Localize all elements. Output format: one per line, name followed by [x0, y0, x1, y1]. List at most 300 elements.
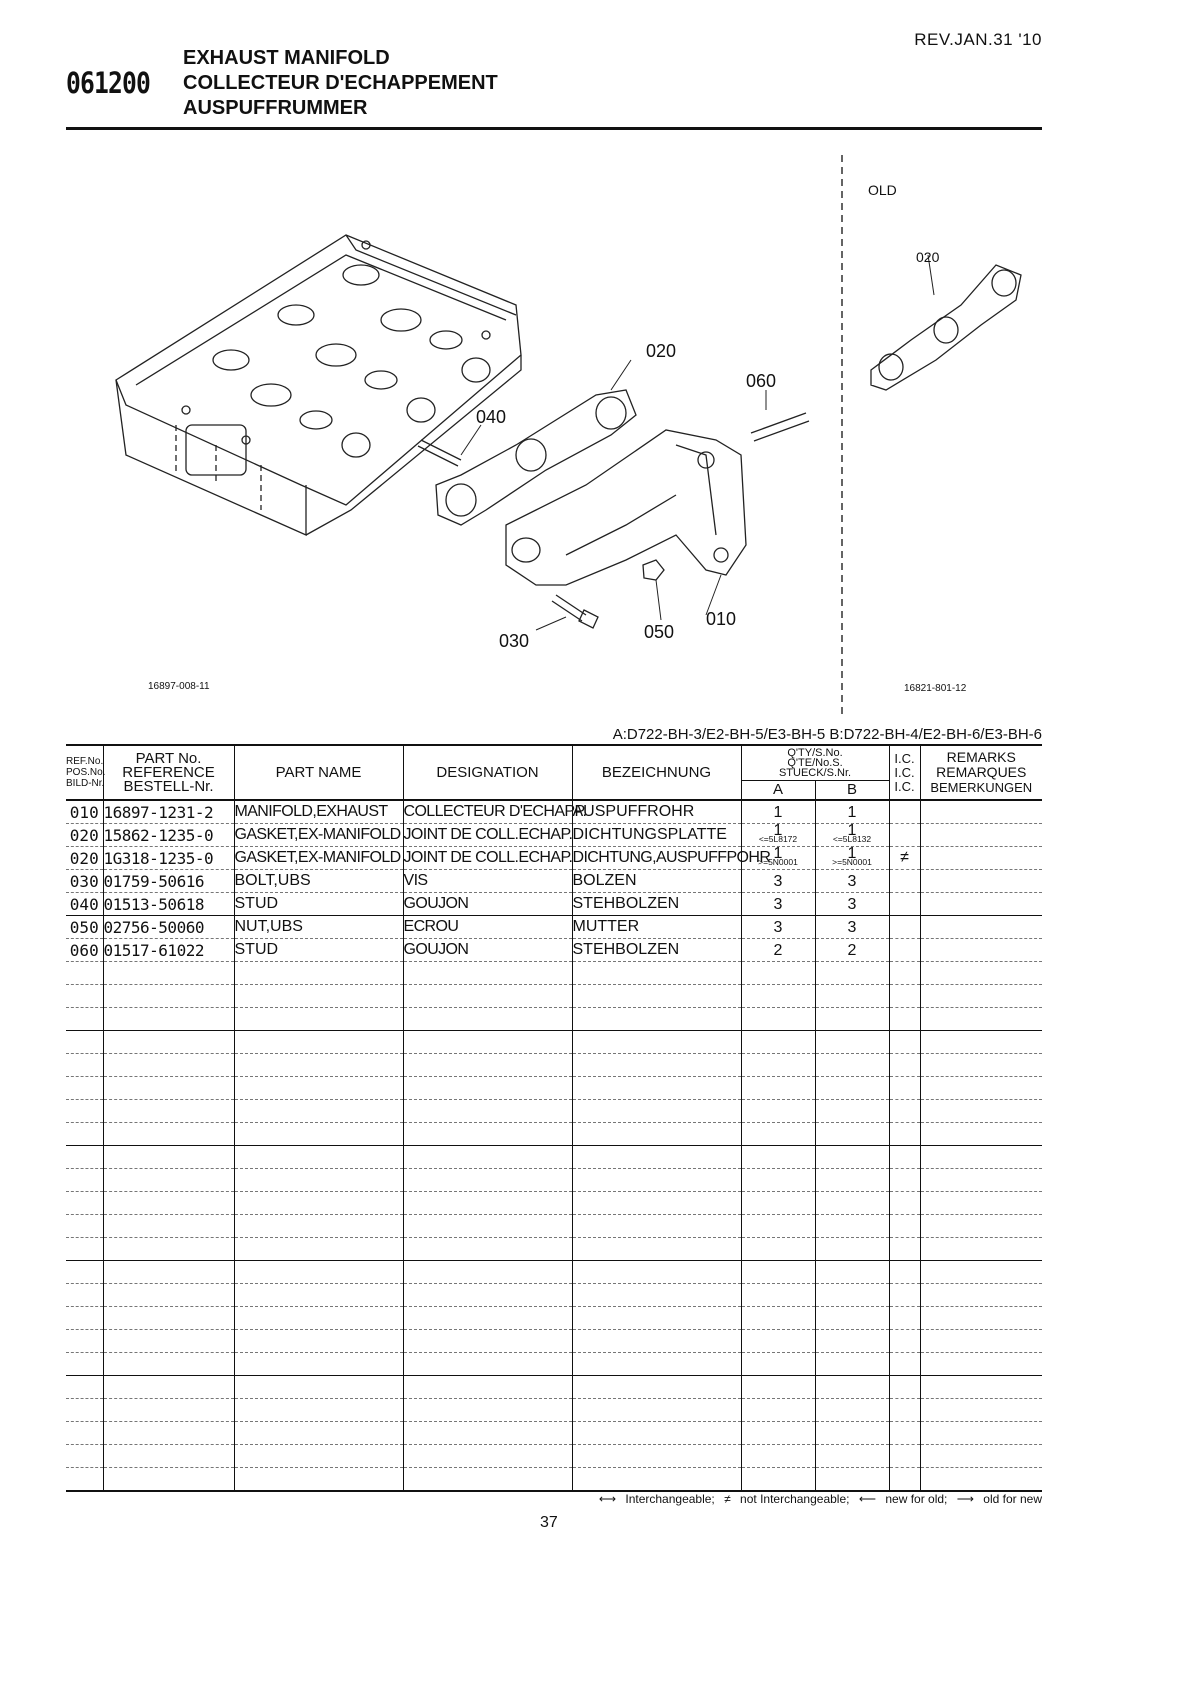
ref-no-cell [66, 1238, 103, 1261]
remarks-cell [920, 1031, 1042, 1054]
callout-060: 060 [746, 371, 777, 391]
ref-no-cell [66, 1353, 103, 1376]
quantity-value: 1 [773, 845, 783, 862]
table-row [66, 916, 1042, 939]
remarks-cell [920, 1054, 1042, 1077]
bezeichnung-cell [572, 1330, 741, 1353]
qty-b-cell [815, 1284, 889, 1307]
ic-cell [889, 985, 920, 1008]
qty-a-cell [741, 1307, 815, 1330]
designation-cell: VIS [403, 870, 572, 893]
qty-a-cell [741, 800, 815, 824]
part-no-cell [103, 1445, 234, 1468]
part-name-cell [234, 1261, 403, 1284]
empty-table-row [66, 1031, 1042, 1054]
qty-b-cell [815, 1169, 889, 1192]
part-no-cell [103, 1077, 234, 1100]
designation-cell: COLLECTEUR D'ECHAPP. [403, 800, 572, 824]
designation-cell [403, 1008, 572, 1031]
bezeichnung-cell: STEHBOLZEN [572, 939, 741, 962]
bezeichnung-cell [572, 1008, 741, 1031]
qty-a-cell [741, 1284, 815, 1307]
remarks-cell [920, 939, 1042, 962]
ref-no-cell: 020 [66, 824, 103, 847]
empty-table-row [66, 1284, 1042, 1307]
part-name-cell: GASKET,EX-MANIFOLD [234, 847, 403, 870]
ref-no-cell: 030 [66, 870, 103, 893]
qty-b-cell [815, 1238, 889, 1261]
part-no-cell [103, 1008, 234, 1031]
qty-a-cell [741, 1031, 815, 1054]
qty-b-cell [815, 1031, 889, 1054]
designation-cell: GOUJON [403, 893, 572, 916]
title-french: COLLECTEUR D'ECHAPPEMENT [183, 72, 498, 94]
ic-cell [889, 1008, 920, 1031]
ic-cell [889, 1399, 920, 1422]
not-interchangeable-symbol: ≠ [724, 1492, 731, 1506]
empty-table-row [66, 1192, 1042, 1215]
part-name-cell [234, 1307, 403, 1330]
ref-no-cell [66, 1031, 103, 1054]
qty-a-cell [741, 1330, 815, 1353]
ref-no-cell: 010 [66, 800, 103, 824]
ic-cell: ≠ [889, 847, 920, 870]
empty-table-row [66, 1054, 1042, 1077]
designation-cell [403, 1330, 572, 1353]
ref-no-cell [66, 1399, 103, 1422]
part-no-cell [103, 1330, 234, 1353]
quantity-value: 2 [773, 941, 783, 959]
part-name-cell [234, 1468, 403, 1492]
part-name-cell [234, 1399, 403, 1422]
designation-cell [403, 1261, 572, 1284]
qty-a-cell [741, 1238, 815, 1261]
part-no-cell [103, 1422, 234, 1445]
empty-table-row [66, 1376, 1042, 1399]
designation-cell: GOUJON [403, 939, 572, 962]
designation-cell [403, 1468, 572, 1492]
part-no-cell [103, 1031, 234, 1054]
part-name-cell [234, 1215, 403, 1238]
part-name-cell [234, 1031, 403, 1054]
serial-range: >=5N0001 [758, 857, 798, 867]
part-name-cell [234, 1146, 403, 1169]
quantity-value: 3 [773, 872, 783, 890]
remarks-cell [920, 824, 1042, 847]
bezeichnung-cell [572, 1100, 741, 1123]
qty-b-cell [815, 1077, 889, 1100]
section-code: 061200 [66, 66, 150, 100]
ref-no-cell: 050 [66, 916, 103, 939]
ref-no-cell: 040 [66, 893, 103, 916]
table-row [66, 847, 1042, 870]
qty-a-cell [741, 1399, 815, 1422]
designation-cell [403, 1353, 572, 1376]
qty-b-cell [815, 1445, 889, 1468]
callout-020-old: 020 [916, 249, 940, 265]
part-no-cell [103, 1169, 234, 1192]
empty-table-row [66, 1445, 1042, 1468]
ic-cell [889, 1307, 920, 1330]
part-name-cell [234, 1330, 403, 1353]
quantity-value: 3 [773, 918, 783, 936]
qty-b-cell [815, 1353, 889, 1376]
bolt-030-drawing [552, 595, 598, 628]
qty-b-cell [815, 1123, 889, 1146]
empty-table-row [66, 1422, 1042, 1445]
qty-a-cell [741, 939, 815, 962]
quantity-value: 3 [847, 918, 857, 936]
bezeichnung-cell [572, 985, 741, 1008]
bezeichnung-cell [572, 1192, 741, 1215]
bezeichnung-cell [572, 1146, 741, 1169]
qty-b-cell [815, 1468, 889, 1492]
bezeichnung-cell: STEHBOLZEN [572, 893, 741, 916]
qty-a-cell [741, 1008, 815, 1031]
quantity-header: Q'TY/S.No. Q'TE/No.S. STUECK/S.Nr. [741, 745, 889, 781]
empty-table-row [66, 985, 1042, 1008]
bezeichnung-cell [572, 1376, 741, 1399]
ref-no-cell [66, 1192, 103, 1215]
table-row [66, 939, 1042, 962]
empty-table-row [66, 1468, 1042, 1492]
part-no-cell [103, 1238, 234, 1261]
qty-a-cell [741, 1445, 815, 1468]
part-name-cell: MANIFOLD,EXHAUST [234, 800, 403, 824]
ref-no-cell: 020 [66, 847, 103, 870]
bezeichnung-cell [572, 1169, 741, 1192]
part-name-cell [234, 1077, 403, 1100]
ic-cell [889, 1422, 920, 1445]
ref-no-cell [66, 1422, 103, 1445]
qty-b-cell [815, 847, 889, 870]
remarks-cell [920, 1215, 1042, 1238]
designation-cell [403, 1054, 572, 1077]
nut-050-drawing [643, 560, 664, 580]
remarks-cell [920, 1169, 1042, 1192]
ref-no-cell [66, 1468, 103, 1492]
part-name-cell: GASKET,EX-MANIFOLD [234, 824, 403, 847]
part-name-cell [234, 1376, 403, 1399]
qty-b-cell [815, 1330, 889, 1353]
ic-cell [889, 1261, 920, 1284]
ic-cell [889, 824, 920, 847]
quantity-value: 3 [773, 895, 783, 913]
part-no-cell [103, 1353, 234, 1376]
bezeichnung-cell: DICHTUNGSPLATTE [572, 824, 741, 847]
qty-b-cell [815, 800, 889, 824]
remarks-cell [920, 916, 1042, 939]
part-name-cell [234, 1169, 403, 1192]
qty-b-cell [815, 1215, 889, 1238]
empty-table-row [66, 1169, 1042, 1192]
designation-cell: JOINT DE COLL.ECHAP. [403, 824, 572, 847]
designation-cell [403, 1100, 572, 1123]
remarks-cell [920, 1353, 1042, 1376]
serial-range: <=5L8172 [758, 834, 798, 844]
designation-cell: ECROU [403, 916, 572, 939]
empty-table-row [66, 1146, 1042, 1169]
remarks-cell [920, 1146, 1042, 1169]
qty-b-cell [815, 870, 889, 893]
qty-b-cell [815, 962, 889, 985]
callout-040: 040 [476, 407, 507, 427]
qty-b-cell [815, 1008, 889, 1031]
qty-a-cell [741, 824, 815, 847]
part-name-header: PART NAME [234, 745, 403, 800]
ic-cell [889, 1215, 920, 1238]
ic-cell [889, 1169, 920, 1192]
table-row [66, 800, 1042, 824]
ref-no-cell [66, 1054, 103, 1077]
bezeichnung-cell [572, 1123, 741, 1146]
qty-a-cell [741, 1261, 815, 1284]
callout-020: 020 [646, 341, 677, 361]
ic-cell [889, 1376, 920, 1399]
qty-a-cell [741, 1215, 815, 1238]
part-no-cell [103, 1100, 234, 1123]
remarks-cell [920, 1008, 1042, 1031]
old-drawing-number: 16821-801-12 [904, 683, 967, 694]
qty-a-cell [741, 1192, 815, 1215]
part-no-cell: 01513-50618 [103, 893, 234, 916]
bezeichnung-cell: AUSPUFFROHR [572, 800, 741, 824]
qty-a-cell [741, 1123, 815, 1146]
qty-a-cell [741, 1100, 815, 1123]
part-no-cell [103, 1307, 234, 1330]
not-interchangeable-text: not Interchangeable; [740, 1492, 850, 1506]
part-no-cell [103, 1215, 234, 1238]
remarks-cell [920, 1100, 1042, 1123]
part-name-cell: NUT,UBS [234, 916, 403, 939]
ic-cell [889, 1031, 920, 1054]
part-no-cell [103, 1192, 234, 1215]
qty-a-cell [741, 1077, 815, 1100]
qty-a-cell [741, 870, 815, 893]
ref-no-cell [66, 1008, 103, 1031]
designation-cell [403, 1284, 572, 1307]
qty-b-cell [815, 1307, 889, 1330]
qty-a-cell [741, 1353, 815, 1376]
quantity-value: 1 [847, 845, 857, 862]
old-label: OLD [868, 182, 897, 198]
part-name-cell [234, 1353, 403, 1376]
designation-cell [403, 1146, 572, 1169]
part-name-cell: STUD [234, 939, 403, 962]
part-name-cell [234, 1284, 403, 1307]
remarks-cell [920, 1330, 1042, 1353]
qty-a-cell [741, 1169, 815, 1192]
qty-b-cell [815, 1146, 889, 1169]
ref-no-cell [66, 985, 103, 1008]
model-applicability: A:D722-BH-3/E2-BH-5/E3-BH-5 B:D722-BH-4/E2-BH-6/E3-BH-6 [612, 726, 1042, 743]
ic-cell [889, 962, 920, 985]
qty-a-cell [741, 847, 815, 870]
ic-cell [889, 1353, 920, 1376]
part-no-cell [103, 1054, 234, 1077]
qty-b-cell [815, 1261, 889, 1284]
ic-cell [889, 1330, 920, 1353]
interchangeable-symbol: ⟷ [598, 1492, 617, 1506]
title-english: EXHAUST MANIFOLD [183, 47, 390, 69]
qty-a-cell [741, 1054, 815, 1077]
qty-b-cell [815, 1100, 889, 1123]
empty-table-row [66, 1123, 1042, 1146]
designation-cell [403, 1238, 572, 1261]
empty-table-row [66, 962, 1042, 985]
designation-cell [403, 962, 572, 985]
qty-b-cell [815, 1192, 889, 1215]
bezeichnung-cell [572, 1238, 741, 1261]
table-row [66, 824, 1042, 847]
empty-table-row [66, 1307, 1042, 1330]
remarks-cell [920, 1376, 1042, 1399]
ref-no-cell [66, 962, 103, 985]
remarks-cell [920, 1399, 1042, 1422]
remarks-cell [920, 1422, 1042, 1445]
ref-no-cell [66, 1307, 103, 1330]
qty-b-cell [815, 916, 889, 939]
empty-table-row [66, 1077, 1042, 1100]
qty-b-cell [815, 939, 889, 962]
qty-b-cell [815, 1399, 889, 1422]
empty-table-row [66, 1238, 1042, 1261]
remarks-cell [920, 1445, 1042, 1468]
bezeichnung-cell: BOLZEN [572, 870, 741, 893]
table-row [66, 870, 1042, 893]
qty-b-cell [815, 1422, 889, 1445]
ic-cell [889, 939, 920, 962]
stud-060-drawing [751, 413, 809, 441]
empty-table-row [66, 1100, 1042, 1123]
part-name-cell [234, 1100, 403, 1123]
new-for-old-text: new for old; [885, 1492, 948, 1506]
designation-cell [403, 1192, 572, 1215]
quantity-value: 1 [847, 803, 857, 821]
designation-cell [403, 1215, 572, 1238]
ref-no-cell [66, 1146, 103, 1169]
remarks-cell [920, 1261, 1042, 1284]
empty-table-row [66, 1261, 1042, 1284]
empty-table-row [66, 1215, 1042, 1238]
qty-a-cell [741, 1146, 815, 1169]
ref-no-cell [66, 1100, 103, 1123]
table-row [66, 893, 1042, 916]
bezeichnung-cell [572, 1077, 741, 1100]
remarks-cell [920, 985, 1042, 1008]
part-name-cell [234, 1123, 403, 1146]
remarks-header: REMARKS REMARQUES BEMERKUNGEN [920, 745, 1042, 800]
remarks-cell [920, 870, 1042, 893]
bezeichnung-header: BEZEICHNUNG [572, 745, 741, 800]
ic-cell [889, 1445, 920, 1468]
part-no-cell [103, 985, 234, 1008]
remarks-cell [920, 1077, 1042, 1100]
ref-no-cell [66, 1445, 103, 1468]
interchangeable-text: Interchangeable; [625, 1492, 715, 1506]
ref-no-cell: 060 [66, 939, 103, 962]
remarks-cell [920, 962, 1042, 985]
designation-cell [403, 985, 572, 1008]
qty-b-header: B [815, 781, 889, 801]
quantity-value: 3 [847, 895, 857, 913]
remarks-cell [920, 1284, 1042, 1307]
bezeichnung-cell [572, 1468, 741, 1492]
remarks-cell [920, 893, 1042, 916]
ref-no-cell [66, 1284, 103, 1307]
exploded-parts-diagram [66, 155, 1042, 715]
ic-cell [889, 893, 920, 916]
ref-no-cell [66, 1261, 103, 1284]
quantity-value: 2 [847, 941, 857, 959]
empty-table-row [66, 1330, 1042, 1353]
remarks-cell [920, 1238, 1042, 1261]
designation-cell [403, 1077, 572, 1100]
ic-cell [889, 1284, 920, 1307]
qty-a-cell [741, 1422, 815, 1445]
ref-no-cell [66, 1169, 103, 1192]
ic-cell [889, 870, 920, 893]
empty-table-row [66, 1353, 1042, 1376]
ic-cell [889, 1054, 920, 1077]
bezeichnung-cell [572, 1054, 741, 1077]
remarks-cell [920, 1468, 1042, 1492]
empty-table-row [66, 1008, 1042, 1031]
designation-cell [403, 1123, 572, 1146]
serial-range: <=5L8132 [832, 834, 872, 844]
bezeichnung-cell [572, 1261, 741, 1284]
part-name-cell: STUD [234, 893, 403, 916]
part-no-cell: 01759-50616 [103, 870, 234, 893]
stud-040-drawing [418, 440, 461, 466]
old-gasket-drawing [871, 255, 1021, 390]
designation-cell [403, 1031, 572, 1054]
parts-table [66, 744, 1042, 1492]
new-for-old-symbol: ⟵ [858, 1492, 877, 1506]
ic-cell [889, 1468, 920, 1492]
part-no-cell [103, 1284, 234, 1307]
ref-no-cell [66, 1215, 103, 1238]
remarks-cell [920, 800, 1042, 824]
qty-b-cell [815, 824, 889, 847]
part-no-cell [103, 962, 234, 985]
remarks-cell [920, 1192, 1042, 1215]
part-name-cell [234, 985, 403, 1008]
part-no-cell: 16897-1231-2 [103, 800, 234, 824]
designation-cell [403, 1169, 572, 1192]
qty-a-header: A [741, 781, 815, 801]
ref-no-cell [66, 1330, 103, 1353]
quantity-value: 1 [773, 803, 783, 821]
part-no-cell [103, 1123, 234, 1146]
qty-b-cell [815, 1054, 889, 1077]
callout-010: 010 [706, 609, 737, 629]
old-for-new-symbol: ⟶ [956, 1492, 974, 1506]
ic-cell [889, 800, 920, 824]
ic-cell [889, 1100, 920, 1123]
part-no-cell [103, 1468, 234, 1492]
part-no-cell: 1G318-1235-0 [103, 847, 234, 870]
qty-b-cell [815, 1376, 889, 1399]
quantity-value: 1 [847, 822, 857, 839]
qty-a-cell [741, 1376, 815, 1399]
designation-cell [403, 1445, 572, 1468]
callout-030: 030 [499, 631, 530, 651]
callout-050: 050 [644, 622, 675, 642]
designation-cell: JOINT DE COLL.ECHAP. [403, 847, 572, 870]
designation-cell [403, 1422, 572, 1445]
part-name-cell [234, 962, 403, 985]
